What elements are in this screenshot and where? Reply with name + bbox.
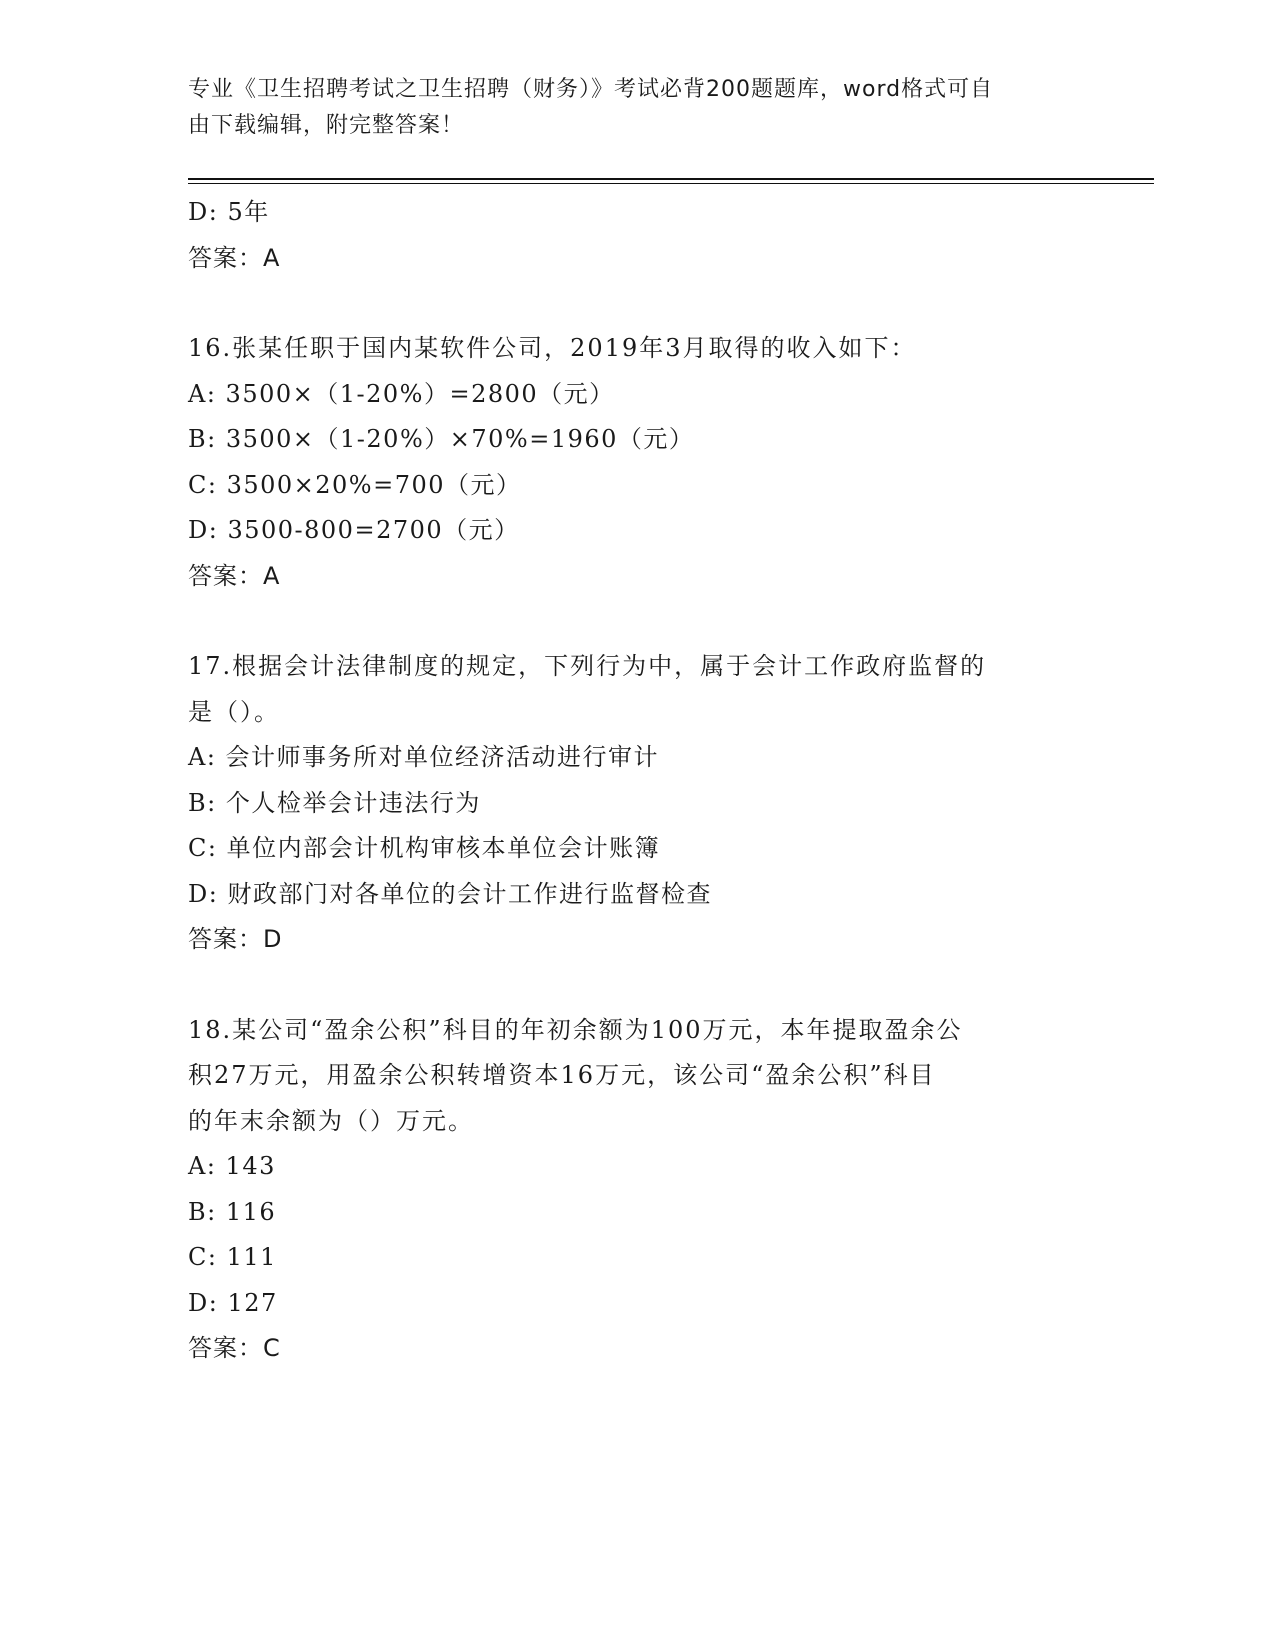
question-18 [188,1008,1088,1372]
question-16 [188,326,1088,599]
question-18-option-a: A: 143 [188,1152,276,1180]
question-17-stem-line-1: 17.根据会计法律制度的规定，下列行为中，属于会计工作政府监督的 [188,652,987,680]
question-17 [188,644,1088,963]
question-17-option-d: D: 财政部门对各单位的会计工作进行监督检查 [188,879,712,908]
question-16-option-c: C: 3500×20%=700（元） [188,470,522,499]
prev-answer: 答案：A [188,243,281,272]
question-18-option-c: C: 111 [188,1243,277,1271]
question-list [188,190,1088,1372]
header-rule-thin [188,183,1154,184]
question-16-option-b: B: 3500×（1-20%）×70%=1960（元） [188,425,695,453]
question-18-option-b: B: 116 [188,1197,277,1226]
page-header [188,72,1068,144]
question-18-answer: 答案：C [188,1334,281,1362]
question-16-answer: 答案：A [188,561,281,590]
question-16-option-d: D: 3500-800=2700（元） [188,516,520,544]
prev-option-d: D: 5年 [188,198,270,226]
question-16-stem: 16.张某任职于国内某软件公司，2019年3月取得的收入如下： [188,334,917,362]
question-17-answer: 答案：D [188,925,283,953]
question-17-option-c: C: 单位内部会计机构审核本单位会计账簿 [188,834,661,862]
question-18-option-d: D: 127 [188,1288,278,1317]
question-16-option-a: A: 3500×（1-20%）=2800（元） [188,379,615,408]
header-line-1: 专业《卫生招聘考试之卫生招聘（财务）》考试必背200题题库，word格式可自 [188,77,994,102]
question-17-option-b: B: 个人检举会计违法行为 [188,788,481,817]
header-rule-thick [188,178,1154,180]
header-line-2: 由下载编辑，附完整答案！ [188,113,465,138]
spacer [188,281,1088,326]
question-17-option-a: A: 会计师事务所对单位经济活动进行审计 [188,743,660,771]
spacer [188,599,1088,644]
question-18-stem-line-1: 18.某公司“盈余公积”科目的年初余额为100万元，本年提取盈余公 [188,1015,963,1044]
question-18-stem-line-3: 的年末余额为（）万元。 [188,1106,474,1135]
question-17-stem-line-2: 是（）。 [188,697,280,726]
question-18-stem-line-2: 积27万元，用盈余公积转增资本16万元，该公司“盈余公积”科目 [188,1061,936,1089]
spacer [188,963,1088,1008]
